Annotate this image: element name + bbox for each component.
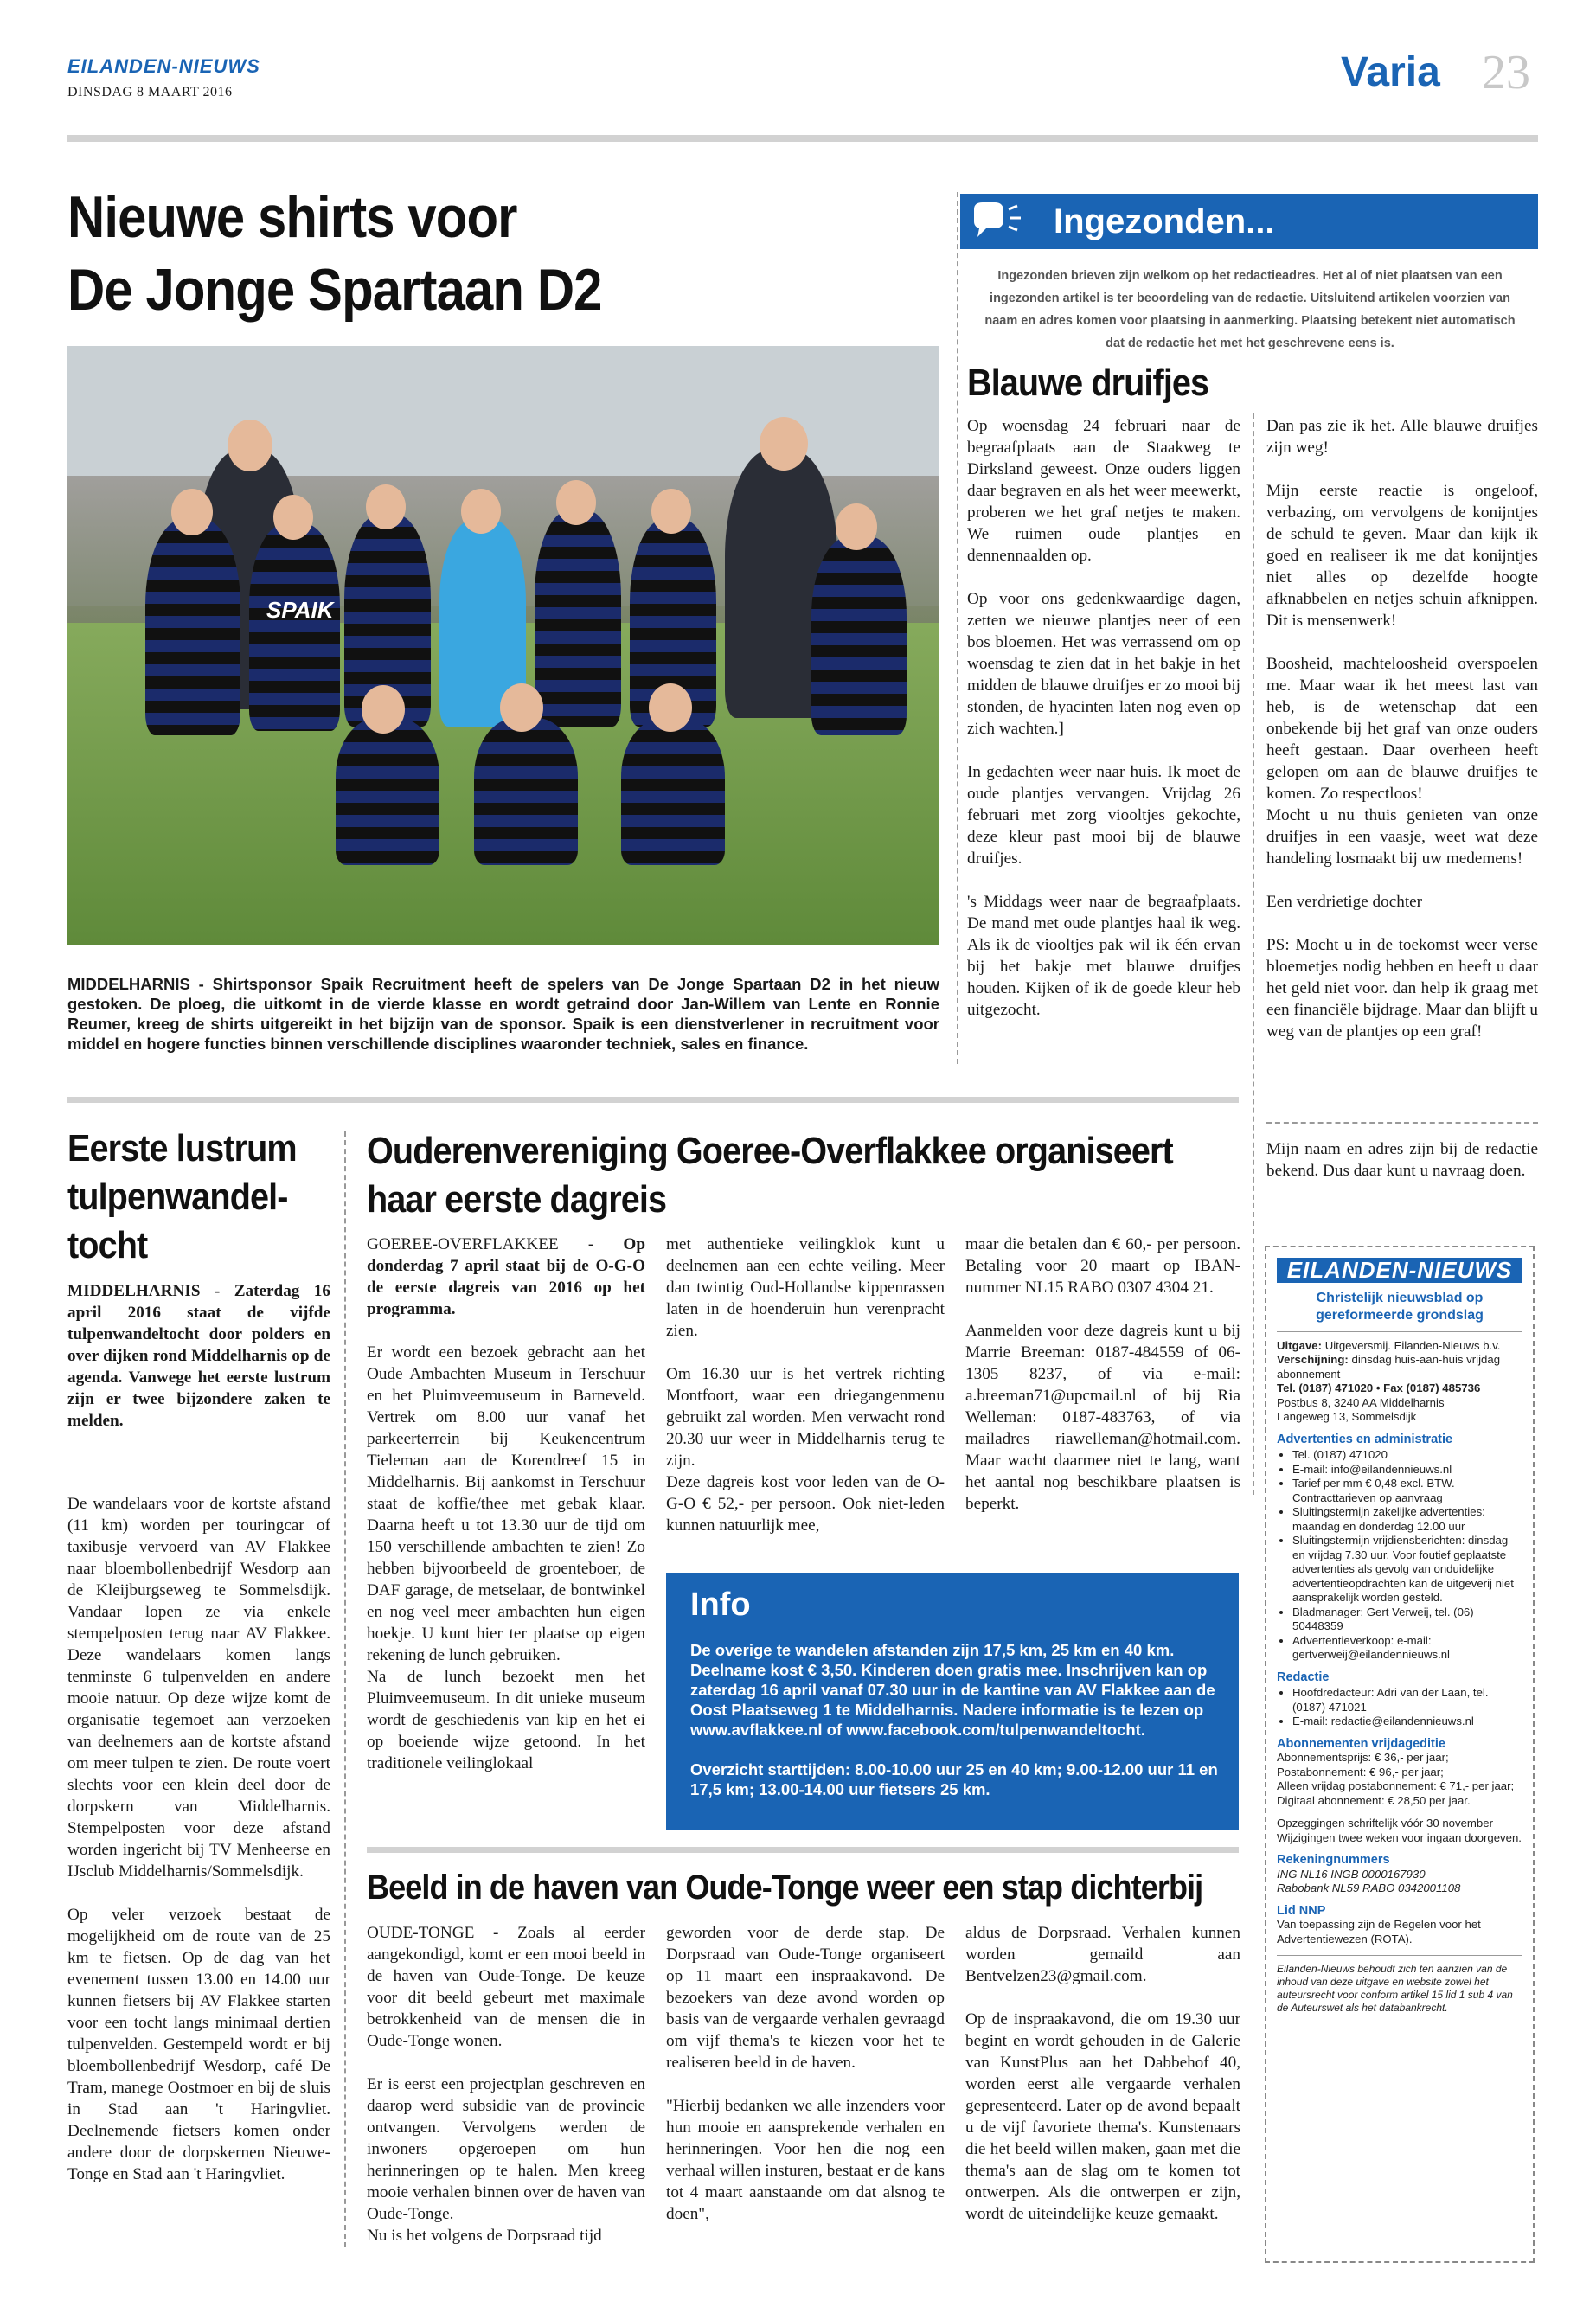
dagreis-paragraph: met authentieke veilingklok kunt u deelnemen aan een echte veiling. Meer dan twintig Oud-Hollandse kippenrassen laten in de hoenderuin hun verenpracht zien. (666, 1235, 945, 1340)
coach-head-2 (760, 417, 808, 471)
colophon-section-heading: Lid NNP (1277, 1903, 1326, 1918)
shirts-title-line2: De Jonge Spartaan D2 (67, 257, 602, 323)
advertising-item: • Bladmanager: Gert Verweij, tel. (06) 50448359 (1292, 1606, 1522, 1634)
dagreis-title-line1: Ouderenvereniging Goeree-Overflakkee organiseert (367, 1130, 1173, 1172)
dagreis-paragraph: maar die betalen dan € 60,- per persoon. Betaling voor 20 maart op IBAN-nummer NL15 RABO 0307 4304 21. (965, 1235, 1240, 1297)
letter-column-2 (1266, 415, 1538, 1064)
info-start-times: Overzicht starttijden: 8.00-10.00 uur 25 en 40 km; 9.00-12.00 uur 11 en 17,5 km; 13.00-14.00 uur fietsers 25 km. (690, 1760, 1218, 1798)
label: Verschijning: (1277, 1353, 1349, 1366)
letter-paragraph: Boosheid, machteloosheid overspoelen me. Maar waar ik het meest last van heb, is de wetenschap dat een onbekende bij het graf van onze ouders heeft gestaan. Daar overheen heeft gelopen om aan de blauwe druifjes te komen. Zo respectloos! (1266, 655, 1538, 803)
player-head (556, 480, 596, 525)
subscription-line: Alleen vrijdag postabonnement: € 71,- per jaar; (1277, 1779, 1515, 1792)
cancellation-note: Opzeggingen schriftelijk vóór 30 november Wijzigingen twee weken voor ingaan doorgeven. (1277, 1817, 1522, 1844)
letter-paragraph: Op woensdag 24 februari naar de begraafplaats aan de Staakweg te Dirksland geweest. Onze ouders liggen daar begraven en als het weer meewerkt, proberen we het graf netjes te maken. We ruimen oude plantjes en dennennaalden op. (967, 417, 1240, 565)
letter-paragraph: 's Middags weer naar de begraafplaats. De mand met oude plantjes haal ik weg. Als ik de viooltjes pak wil ik één ervan bij het bakje met blauwe druifjes houden. Kijken of ik de goede kleur heb uitgezocht. (967, 893, 1240, 1019)
lustrum-title (67, 1125, 297, 1270)
masthead-logo: EILANDEN-NIEUWS (67, 55, 260, 77)
nnp-note: Van toepassing zijn de Regelen voor het Advertentiewezen (ROTA). (1277, 1918, 1481, 1945)
haven-paragraph: Er is eerst een projectplan geschreven en daarop werd subsidie van de provincie ontvangen. Vervolgens werden de inwoners opgeroepen om hun herinneringen op te halen. Men kreeg mooie verhalen binnen over de haven van Oude-Tonge. (367, 2075, 645, 2223)
haven-column-1 (367, 1922, 645, 2268)
advertising-item: • Tel. (0187) 471020 (1292, 1448, 1522, 1463)
dagreis-lead-text: Op donderdag 7 april staat bij de O-G-O de eerste dagreis van 2016 op het programma. (367, 1235, 645, 1318)
shirts-title-line1: Nieuwe shirts voor (67, 184, 517, 250)
player-head (366, 484, 406, 529)
letter-signature: Een verdrietige dochter (1266, 893, 1423, 911)
info-title: Info (690, 1586, 751, 1623)
advertising-list (1277, 1448, 1522, 1663)
colophon-schedule (1277, 1353, 1522, 1381)
letter-paragraph: Mijn eerste reactie is ongeloof, verbazing, om vervolgens de konijntjes de schuld te geven. Maar dan kijk ik goed en realiseer ik me dat konijntjes niet alles op dezelfde hoogte afknabbelen en netjes schuin afknippen. Dit is mensenwerk! (1266, 482, 1538, 630)
column-divider (957, 192, 958, 1064)
section-name: Varia (1341, 49, 1440, 95)
haven-paragraph: geworden voor de derde stap. De Dorpsraad van Oude-Tonge organiseert op 11 maart een inspraakavond. De bezoekers van deze avond worden op basis van de vergaarde verhalen gevraagd om vijf thema's te kiezen voor het te realiseren beeld in de haven. (666, 1924, 945, 2072)
bank-account: Rabobank NL59 RABO 0342001108 (1277, 1881, 1461, 1894)
advertising-item: • Advertentieverkoop: e-mail: gertverweij@eilandennieuws.nl (1292, 1634, 1522, 1663)
player-figure (535, 510, 621, 727)
haven-column-3 (965, 1922, 1240, 2247)
copyright-disclaimer: Eilanden-Nieuws behoudt zich ten aanzien van de inhoud van deze uitgave en website zowel het auteursrecht voor conform artikel 15 lid 1 sub 4 van de Auteurswet als het databankrecht. (1277, 1963, 1513, 2014)
lustrum-paragraph: Op veler verzoek bestaat de mogelijkheid om de route van de 25 km te fietsen. Op de dag van het evenement tussen 13.00 en 14.00 uur kunnen fietsers bij AV Flakkee starten voor een tocht langs minimaal dertien tulpenvelden. Gestempeld wordt er bij bloembollenbedrijf Wesdorp, café De Tram, manege Oostmoer en bij de sluis in Stad aan 't Haringvliet. Deelnemende fietsers komen onder andere door de dorpskernen Nieuwe-Tonge en Stad aan 't Haringvliet. (67, 1906, 330, 2183)
advertising-item: • Tarief per mm € 0,48 excl. BTW. Contracttarieven op aanvraag (1292, 1477, 1522, 1505)
advertising-item: • Sluitingstermijn zakelijke advertenties: maandag en donderdag 12.00 uur (1292, 1505, 1522, 1534)
colophon-section-heading: Rekeningnummers (1277, 1853, 1390, 1867)
editorial-list (1277, 1686, 1522, 1729)
lustrum-title-line: tulpenwandel- (67, 1176, 288, 1218)
dagreis-lead (367, 1234, 645, 1320)
letter-footer: Mijn naam en adres zijn bij de redactie bekend. Dus daar kunt u navraag doen. (1266, 1140, 1538, 1180)
player-head (273, 495, 313, 540)
dagreis-paragraph: Aanmelden voor deze dagreis kunt u bij Marrie Breeman: 0187-484559 of 06-1305 8237, of via e-mail: a.breeman71@upcmail.nl of bij Ria Welleman: 0187-483763, of via mailadres riawelleman@hotmail.com. Maar wacht daarmee niet te lang, want het aantal nog beschikbare plaatsen is beperkt. (965, 1322, 1240, 1513)
haven-quote: "Hierbij bedanken we alle inzenders voor hun mooie en aansprekende verhalen en herinneringen. Voor hen die nog een verhaal willen insturen, bestaat er de kans tot 4 maart aanstaande om dat alsnog te doen", (666, 2097, 945, 2223)
info-box (666, 1573, 1239, 1830)
player-head (171, 489, 213, 535)
player-head (649, 683, 692, 732)
page-number: 23 (1482, 46, 1530, 99)
subscription-line: Abonnementsprijs: € 36,- per jaar; (1277, 1751, 1449, 1764)
masthead-rule (67, 135, 1538, 142)
letter-paragraph: Mocht u nu thuis genieten van onze druifjes in een vaasje, weet wat deze handeling losmaakt bij uw medemens! (1266, 806, 1538, 868)
colophon-divider (1277, 1331, 1522, 1332)
haven-paragraph: Op de inspraakavond, die om 19.30 uur begint en wordt gehouden in de Galerie van KunstPlus aan het Dabbehof 40, worden eerst alle vergaarde verhalen gepresenteerd. Later op de avond bepaalt u de vijf favoriete thema's. Kunstenaars die het beeld willen maken, gaan met die thema's aan de slag om te komen tot ontwerpen. Als die ontwerpen er zijn, wordt de uiteindelijke keuze gemaakt. (965, 2010, 1240, 2223)
colophon-subtitle-line: gereformeerde grondslag (1316, 1307, 1484, 1323)
lustrum-paragraph: De wandelaars voor de kortste afstand (11 km) worden per touringcar of taxibusje vervoerd van AV Flakkee naar bloembollenbedrijf Wesdorp aan de Kleijburgseweg te Sommelsdijk. Vandaar lopen ze via enkele stempelposten terug naar AV Flakkee. Deze wandelaars komen langs tenminste 6 tulpenvelden en andere mooie natuur. Op deze wijze komt de organisatie tegemoet aan verzoeken van deelnemers aan de kortste afstand om meer tulpen te zien. De route voert slechts voor een klein deel door de dorpskern van Middelharnis. Stempelposten voor deze afstand worden ingericht bij TV Menheerse en IJsclub Middelharnis/Sommelsdijk. (67, 1495, 330, 1881)
dagreis-paragraph: Na de lunch bezoekt men het Pluimveemuseum. In dit unieke museum wordt de geschiedenis van kip en het ei op boeiende wijze getoond. In het traditionele veilinglokaal (367, 1668, 645, 1772)
player-figure (336, 718, 439, 865)
haven-paragraph: OUDE-TONGE - Zoals al eerder aangekondigd, komt er een mooi beeld in de haven van Oude-Tonge. De keuze voor dit beeld gebeurt met maximale betrokkenheid van de mensen die in Oude-Tonge wonen. (367, 1924, 645, 2050)
letter-title: Blauwe druifjes (967, 362, 1209, 404)
ingezonden-intro: Ingezonden brieven zijn welkom op het redactieadres. Het al of niet plaatsen van een ingezonden artikel is ter beoordeling van de redactie. Uitsluitend artikelen voorzien van naam en adres komen voor plaatsing in aanmerking. Plaatsing betekent niet automatisch dat de redactie het met het geschrevene eens is. (984, 269, 1516, 350)
sponsor-logo: SPAIK (266, 597, 334, 623)
haven-title: Beeld in de haven van Oude-Tonge weer een stap dichterbij (367, 1868, 1203, 1907)
coach-head (228, 420, 272, 471)
advertising-item: • E-mail: info@eilandennieuws.nl (1292, 1463, 1522, 1477)
editorial-item: • Hoofdredacteur: Adri van der Laan, tel. (0187) 471021 (1292, 1686, 1522, 1715)
lustrum-body (67, 1493, 330, 2207)
section-rule-left (67, 1097, 1239, 1103)
dagreis-column-3 (965, 1234, 1240, 1536)
team-photo (67, 346, 939, 945)
ingezonden-title: Ingezonden... (1054, 202, 1275, 240)
haven-paragraph: aldus de Dorpsraad. Verhalen kunnen worden gemaild aan Bentvelzen23@gmail.com. (965, 1924, 1240, 1985)
player-head (500, 683, 543, 732)
dagreis-title-line2: haar eerste dagreis (367, 1178, 667, 1221)
colophon-publisher (1277, 1339, 1522, 1354)
lustrum-lead: MIDDELHARNIS - Zaterdag 16 april 2016 staat de vijfde tulpenwandeltocht door polders en over dijken rond Middelharnis op de agenda. Vanwege het eerste lustrum zijn er twee bijzondere zaken te melden. (67, 1282, 330, 1430)
lustrum-title-line: tocht (67, 1224, 148, 1266)
colophon-subtitle (1277, 1290, 1522, 1324)
dagreis-paragraph: Er wordt een bezoek gebracht aan het Oude Ambachten Museum in Terschuur en het Pluimveemuseum in Barneveld. Vertrek om 8.00 uur vanaf het parkeerterrein bij Keukencentrum Tieleman aan de Korendreef 15 in Middelharnis. Bij aankomst in Terschuur staat de koffie/thee met gebak klaar. Daarna heeft u tot 13.30 uur de tijd om 150 verschillende ambachten te zien! Zo hebben bijvoorbeeld de groenteboer, de DAF garage, de metselaar, de bontwinkel en nog veel meer ambachten hun eigen hoekje. U kunt hier ter plaatse op eigen rekening de lunch gebruiken. (367, 1343, 645, 1664)
subscription-line: Digitaal abonnement: € 28,50 per jaar. (1277, 1793, 1471, 1807)
player-head (836, 503, 877, 550)
advertising-item: • Sluitingstermijn vrijdiensberichten: dinsdag en vrijdag 7.30 uur. Voor foutief geplaatste advertenties als gevolg van onduidelijke advertentieopdrachten kan de uitgeverij niet aansprakelijk worden gesteld. (1292, 1534, 1522, 1606)
colophon-section-heading: Abonnementen vrijdageditie (1277, 1736, 1445, 1751)
player-figure (474, 718, 578, 865)
player-head (651, 489, 691, 534)
player-figure (811, 536, 907, 735)
dagreis-column-1 (367, 1234, 645, 1796)
shirts-caption: MIDDELHARNIS - Shirtsponsor Spaik Recruitment heeft de spelers van De Jonge Spartaan D2 in het nieuw gestoken. De ploeg, die uitkomt in de vierde klasse en wordt getraind door Jan-Willem van Lente en Ronnie Reumer, kreeg de shirts uitgereikt in het bijzijn van de sponsor. Spaik is een dienstverlener in recruitment voor middel en hogere functies binnen verschillende disciplines waaronder techniek, sales en finance. (67, 975, 939, 1053)
dagreis-paragraph: Om 16.30 uur is het vertrek richting Montfoort, waar een driegangenmenu gebruikt zal worden. Men verwacht rond 20.30 uur weer in Middelharnis terug te zijn. (666, 1365, 945, 1470)
dagreis-dateline: GOEREE-OVERFLAKKEE - (367, 1235, 594, 1253)
column-divider (344, 1131, 346, 2247)
haven-rule (367, 1847, 1239, 1853)
letter-postscript: PS: Mocht u in de toekomst weer verse bloemetjes nodig hebben en heeft u daar het geld niet voor. dan help ik graag met een financiële bijdrage. Maar dan blijft u weg van de plantjes op een graf! (1266, 936, 1538, 1041)
letter-column-1 (967, 415, 1240, 1042)
colophon-phone: Tel. (0187) 471020 • Fax (0187) 485736 (1277, 1381, 1481, 1394)
ingezonden-header (960, 194, 1538, 249)
info-text: De overige te wandelen afstanden zijn 17,5 km, 25 km en 40 km. Deelname kost € 3,50. Kinderen doen gratis mee. Inschrijven kan op zaterdag 16 april vanaf 07.30 uur in de kantine van AV Flakkee aan de Oost Plaatseweg 1 te Middelharnis. Nadere informatie is te lezen op www.avflakkee.nl of www.facebook.com/tulpenwandeltocht. (690, 1641, 1215, 1739)
colophon-address: Postbus 8, 3240 AA Middelharnis (1277, 1395, 1445, 1409)
speech-icon (969, 201, 1022, 242)
player-figure (145, 519, 240, 735)
colophon-box (1265, 1246, 1535, 2263)
bank-account: ING NL16 INGB 0000167930 (1277, 1867, 1426, 1881)
masthead-date: DINSDAG 8 MAART 2016 (67, 85, 233, 99)
haven-paragraph: Nu is het volgens de Dorpsraad tijd (367, 2227, 602, 2245)
haven-column-2 (666, 1922, 945, 2247)
colophon-section-heading: Redactie (1277, 1670, 1330, 1684)
dagreis-column-2 (666, 1234, 945, 1558)
goalkeeper-head (461, 489, 501, 534)
colophon-divider (1277, 1955, 1522, 1956)
label: Uitgave: (1277, 1338, 1323, 1352)
column-divider (1253, 413, 1254, 1495)
colophon-subtitle-line: Christelijk nieuwsblad op (1316, 1290, 1484, 1305)
letter-paragraph: In gedachten weer naar huis. Ik moet de oude plantjes vervangen. Vrijdag 26 februari met zorg viooltjes gekochte, deze kleur past mooi bij de blauwe druifjes. (967, 763, 1240, 868)
player-figure (249, 523, 340, 731)
value: Uitgeversmij. Eilanden-Nieuws b.v. (1324, 1338, 1501, 1352)
value: dinsdag huis-aan-huis vrijdag abonnement (1277, 1353, 1501, 1381)
player-head (362, 685, 405, 734)
letter-paragraph: Dan pas zie ik het. Alle blauwe druifjes zijn weg! (1266, 417, 1538, 457)
lustrum-title-line: Eerste lustrum (67, 1127, 297, 1170)
colophon-logo: EILANDEN-NIEUWS (1277, 1258, 1522, 1283)
colophon-section-heading: Advertenties en administratie (1277, 1432, 1453, 1446)
letter-paragraph: Op voor ons gedenkwaardige dagen, zetten we nieuwe plantjes neer of een bos bloemen. Het was verrassend om op woensdag te zien dat in het bakje in het midden de blauwe druifjes er zo mooi bij stonden, de hyacinten laten nog even op zich wachten.] (967, 590, 1240, 738)
colophon-address: Langeweg 13, Sommelsdijk (1277, 1410, 1417, 1423)
editorial-item: • E-mail: redactie@eilandennieuws.nl (1292, 1715, 1522, 1729)
subscription-line: Postabonnement: € 96,- per jaar; (1277, 1765, 1444, 1779)
player-figure (621, 718, 725, 865)
dagreis-paragraph: Deze dagreis kost voor leden van de O-G-O € 52,- per persoon. Ook niet-leden kunnen natuurlijk mee, (666, 1473, 945, 1535)
row-divider (1266, 1122, 1538, 1124)
